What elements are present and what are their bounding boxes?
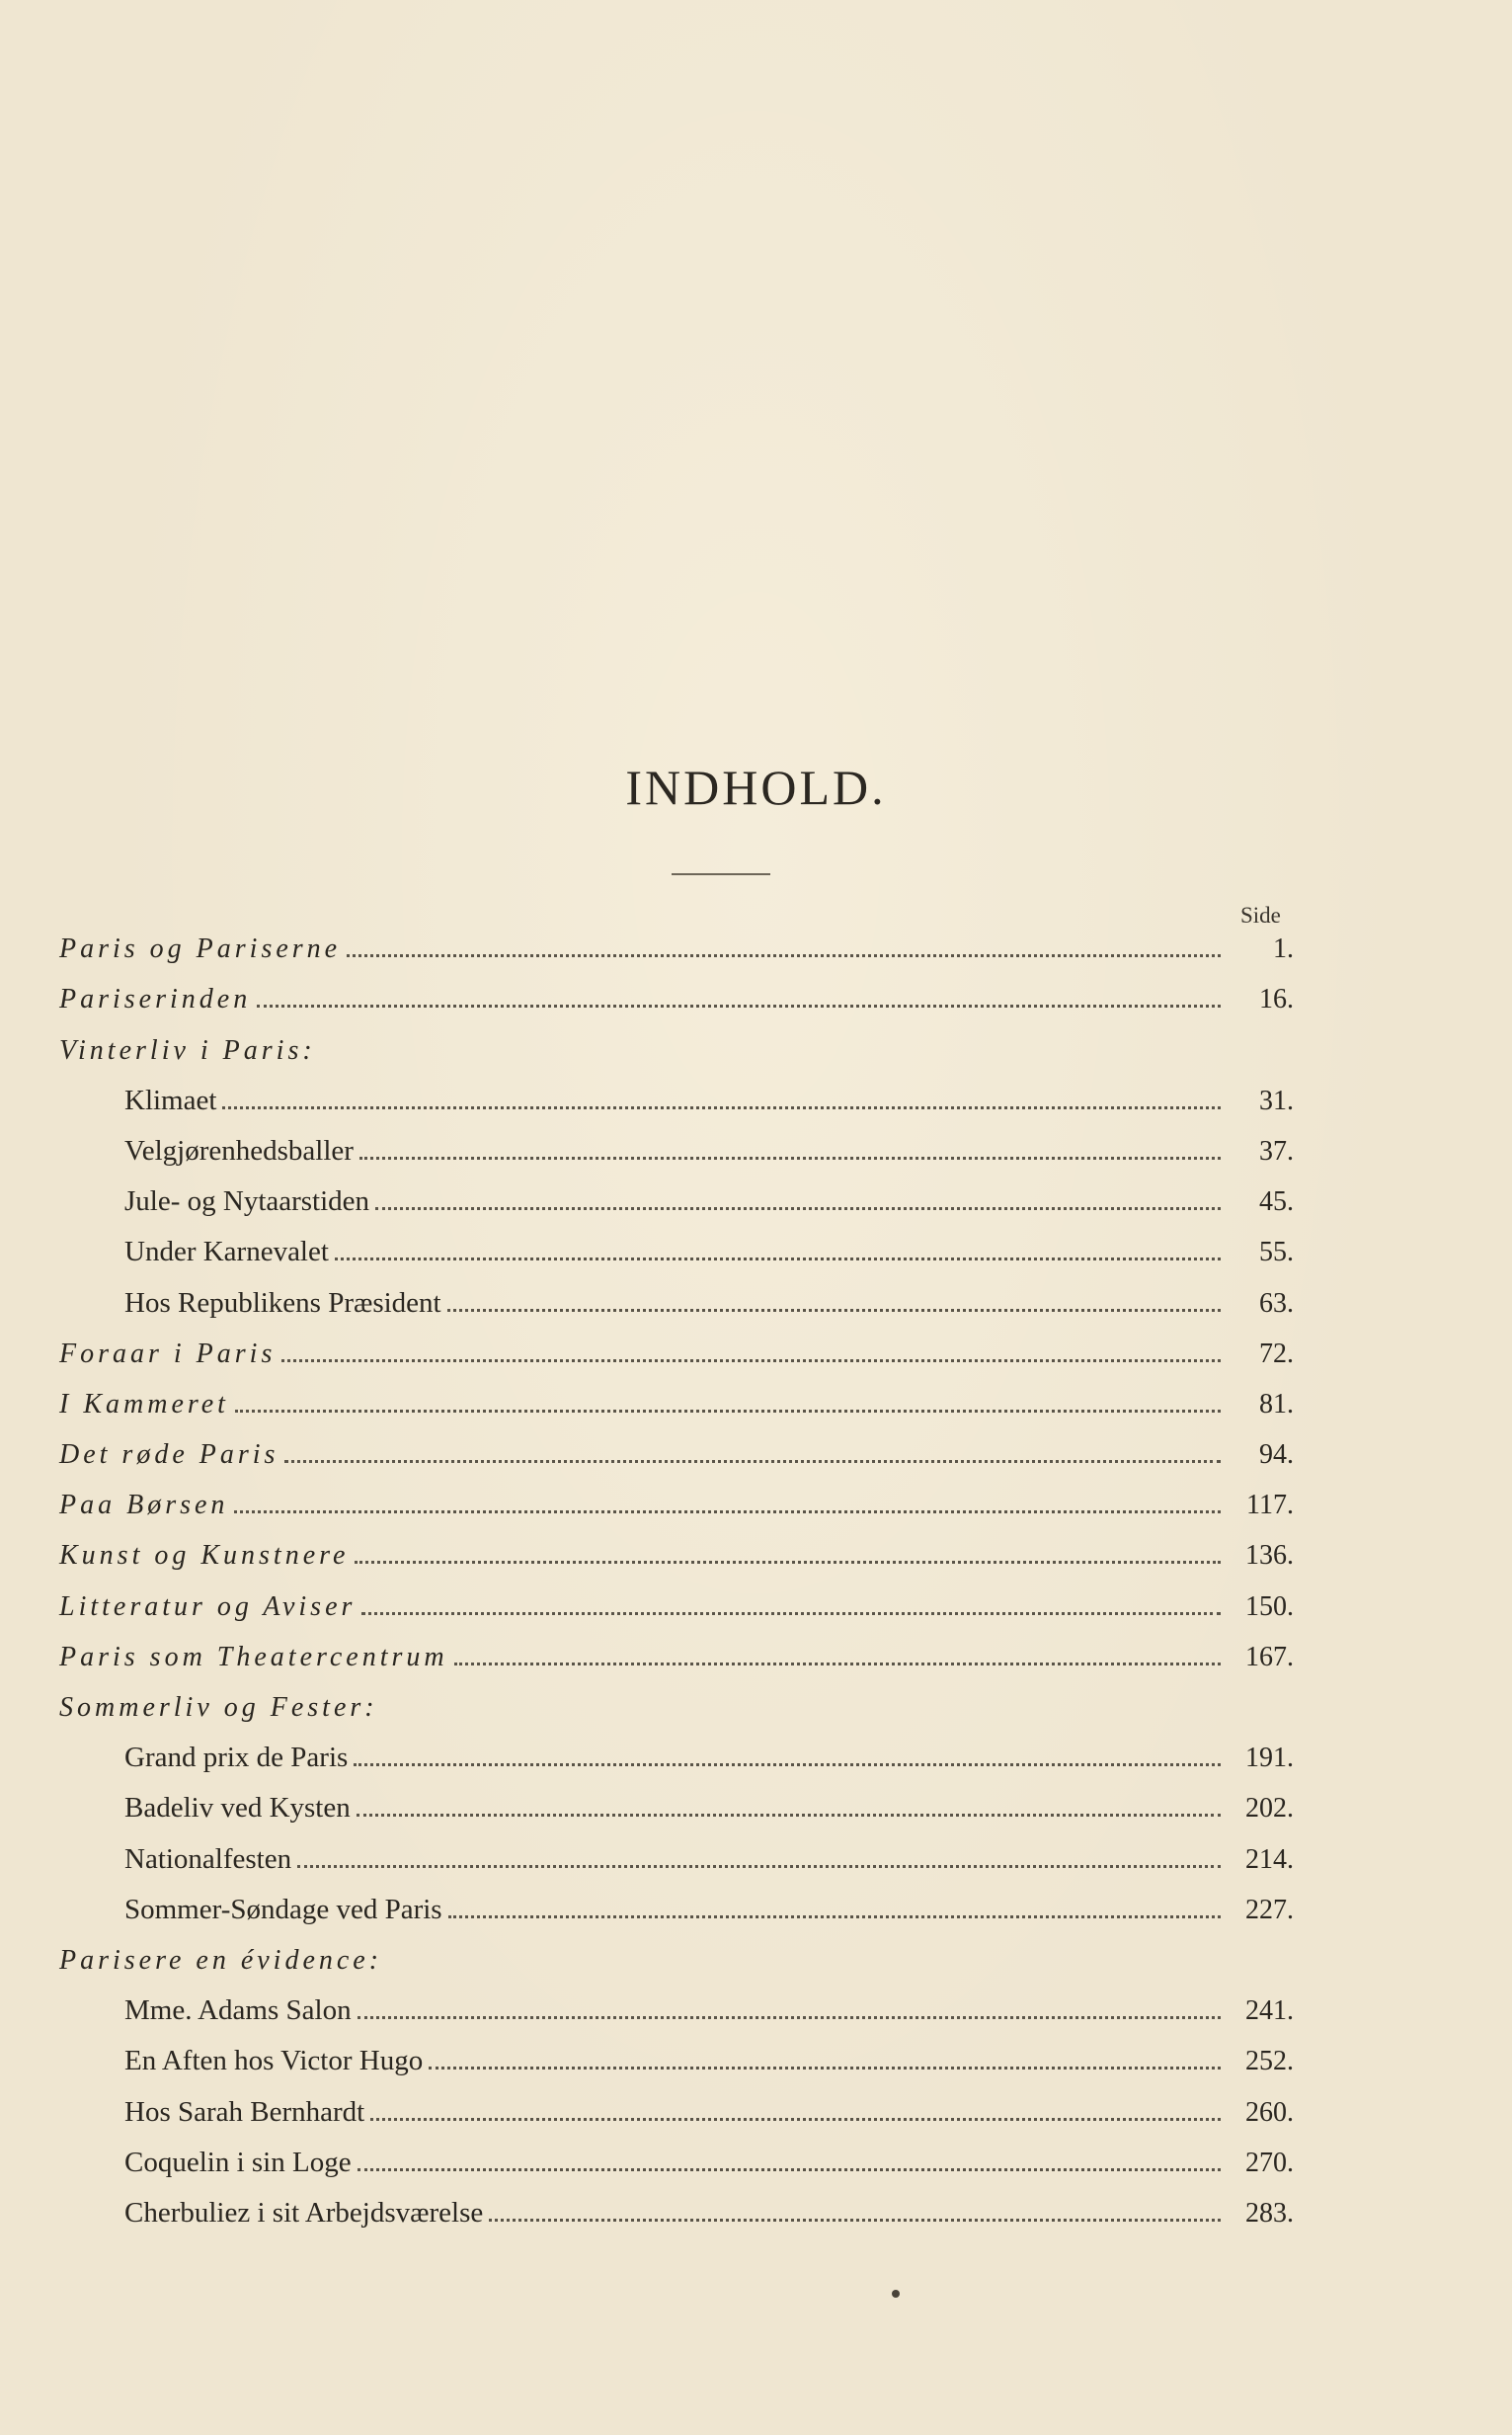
toc-entry bbox=[59, 1574, 1294, 1624]
toc-entry-title: Klimaet bbox=[124, 1084, 217, 1116]
toc-entry-title: Paa Børsen bbox=[59, 1490, 229, 1521]
toc-entry-page: 214. bbox=[1245, 1843, 1294, 1875]
toc-leader-dots bbox=[222, 1106, 1221, 1109]
toc-leader-dots bbox=[235, 1410, 1221, 1413]
toc-entry-page: 55. bbox=[1259, 1237, 1294, 1268]
toc-entry bbox=[59, 1069, 1294, 1119]
toc-entry-page: 81. bbox=[1259, 1388, 1294, 1420]
toc-entry-title: Sommer-Søndage ved Paris bbox=[124, 1893, 442, 1925]
toc-entry-title: Foraar i Paris bbox=[59, 1338, 277, 1369]
toc-entry-title: Vinterliv i Paris: bbox=[59, 1034, 316, 1066]
toc-entry-title: Litteratur og Aviser bbox=[59, 1590, 357, 1622]
paper-speck bbox=[892, 2290, 900, 2298]
toc-entry bbox=[59, 2029, 1294, 2079]
toc-entry-title: Det røde Paris bbox=[59, 1439, 279, 1471]
toc-entry bbox=[59, 1826, 1294, 1877]
toc-entry-title: Hos Sarah Bernhardt bbox=[124, 2095, 365, 2128]
toc-entry-title: Parisere en évidence: bbox=[59, 1944, 383, 1976]
toc-leader-dots bbox=[257, 1005, 1221, 1008]
toc-entry-page: 167. bbox=[1245, 1641, 1294, 1672]
toc-leader-dots bbox=[297, 1865, 1221, 1868]
toc-entry-title: Paris som Theatercentrum bbox=[59, 1641, 448, 1672]
toc-entry-page: 45. bbox=[1259, 1186, 1294, 1218]
toc-entry bbox=[59, 1119, 1294, 1170]
toc-entry-page: 136. bbox=[1245, 1540, 1294, 1572]
toc-entry-page: 72. bbox=[1259, 1338, 1294, 1369]
toc-entry-title: Coquelin i sin Loge bbox=[124, 2146, 352, 2178]
toc-entry-page: 191. bbox=[1245, 1743, 1294, 1774]
toc-entry-title: Hos Republikens Præsident bbox=[124, 1286, 441, 1319]
toc-entry bbox=[59, 1017, 1294, 1068]
title-rule bbox=[672, 873, 770, 875]
toc-leader-dots bbox=[489, 2219, 1221, 2222]
toc-leader-dots bbox=[361, 1612, 1221, 1615]
toc-entry-title: Grand prix de Paris bbox=[124, 1742, 349, 1774]
toc-entry-page: 202. bbox=[1245, 1793, 1294, 1825]
toc-entry bbox=[59, 967, 1294, 1017]
toc-leader-dots bbox=[355, 1561, 1221, 1564]
toc-leader-dots bbox=[375, 1207, 1221, 1210]
toc-entry-title: Jule- og Nytaarstiden bbox=[124, 1185, 370, 1218]
toc-entry-page: 260. bbox=[1245, 2096, 1294, 2128]
toc-entry-page: 150. bbox=[1245, 1590, 1294, 1622]
toc-entry-page: 270. bbox=[1245, 2147, 1294, 2178]
toc-entry bbox=[59, 1928, 1294, 1979]
toc-entry bbox=[59, 2181, 1294, 2232]
toc-entry bbox=[59, 1675, 1294, 1726]
toc-entry bbox=[59, 1625, 1294, 1675]
toc-leader-dots bbox=[429, 2067, 1221, 2070]
toc-entry bbox=[59, 1372, 1294, 1422]
toc-entry bbox=[59, 1979, 1294, 2029]
toc-entry-page: 31. bbox=[1259, 1085, 1294, 1116]
toc-entry-page: 94. bbox=[1259, 1439, 1294, 1471]
toc-entry bbox=[59, 1170, 1294, 1220]
toc-entry bbox=[59, 1220, 1294, 1270]
toc-entry-title: Paris og Pariserne bbox=[59, 933, 342, 965]
toc-leader-dots bbox=[358, 2016, 1221, 2019]
toc-entry bbox=[59, 2079, 1294, 2130]
toc-entry-title: Kunst og Kunstnere bbox=[59, 1540, 350, 1572]
toc-leader-dots bbox=[447, 1309, 1221, 1312]
toc-entry bbox=[59, 1726, 1294, 1776]
toc-entry bbox=[59, 1473, 1294, 1523]
table-of-contents bbox=[59, 917, 1294, 2232]
toc-entry-title: Badeliv ved Kysten bbox=[124, 1792, 351, 1825]
toc-entry-title: Pariserinden bbox=[59, 984, 252, 1015]
toc-entry bbox=[59, 1776, 1294, 1826]
toc-entry-title: Under Karnevalet bbox=[124, 1236, 329, 1268]
toc-leader-dots bbox=[234, 1510, 1221, 1513]
toc-entry-page: 227. bbox=[1245, 1894, 1294, 1925]
toc-entry-page: 283. bbox=[1245, 2197, 1294, 2229]
toc-leader-dots bbox=[448, 1915, 1221, 1918]
toc-entry-page: 37. bbox=[1259, 1135, 1294, 1167]
toc-entry bbox=[59, 917, 1294, 967]
toc-leader-dots bbox=[354, 1763, 1221, 1766]
toc-leader-dots bbox=[284, 1460, 1221, 1463]
toc-entry-page: 1. bbox=[1273, 933, 1294, 965]
toc-entry-title: Velgjørenhedsballer bbox=[124, 1134, 354, 1167]
page-column-label: Side bbox=[1240, 903, 1281, 928]
toc-entry-page: 117. bbox=[1246, 1490, 1294, 1521]
toc-entry-title: En Aften hos Victor Hugo bbox=[124, 2045, 424, 2077]
toc-leader-dots bbox=[358, 2168, 1221, 2171]
toc-entry bbox=[59, 1523, 1294, 1574]
toc-leader-dots bbox=[370, 2118, 1221, 2121]
toc-entry-page: 63. bbox=[1259, 1287, 1294, 1319]
toc-entry-title: Cherbuliez i sit Arbejdsværelse bbox=[124, 2196, 484, 2229]
toc-entry-page: 241. bbox=[1245, 1995, 1294, 2027]
toc-entry-page: 252. bbox=[1245, 2046, 1294, 2077]
page-title: INDHOLD. bbox=[625, 760, 887, 815]
toc-entry bbox=[59, 1422, 1294, 1473]
toc-entry-title: Nationalfesten bbox=[124, 1842, 292, 1875]
toc-entry-title: Sommerliv og Fester: bbox=[59, 1692, 378, 1723]
toc-entry bbox=[59, 1878, 1294, 1928]
toc-leader-dots bbox=[357, 1814, 1221, 1817]
toc-entry bbox=[59, 1322, 1294, 1372]
toc-leader-dots bbox=[281, 1359, 1221, 1362]
toc-leader-dots bbox=[454, 1663, 1221, 1665]
toc-leader-dots bbox=[359, 1157, 1221, 1160]
toc-entry bbox=[59, 1270, 1294, 1321]
toc-entry-title: Mme. Adams Salon bbox=[124, 1994, 352, 2027]
toc-entry-page: 16. bbox=[1259, 984, 1294, 1015]
toc-entry-title: I Kammeret bbox=[59, 1388, 229, 1420]
toc-leader-dots bbox=[347, 954, 1221, 957]
toc-entry bbox=[59, 2131, 1294, 2181]
toc-leader-dots bbox=[335, 1258, 1221, 1260]
